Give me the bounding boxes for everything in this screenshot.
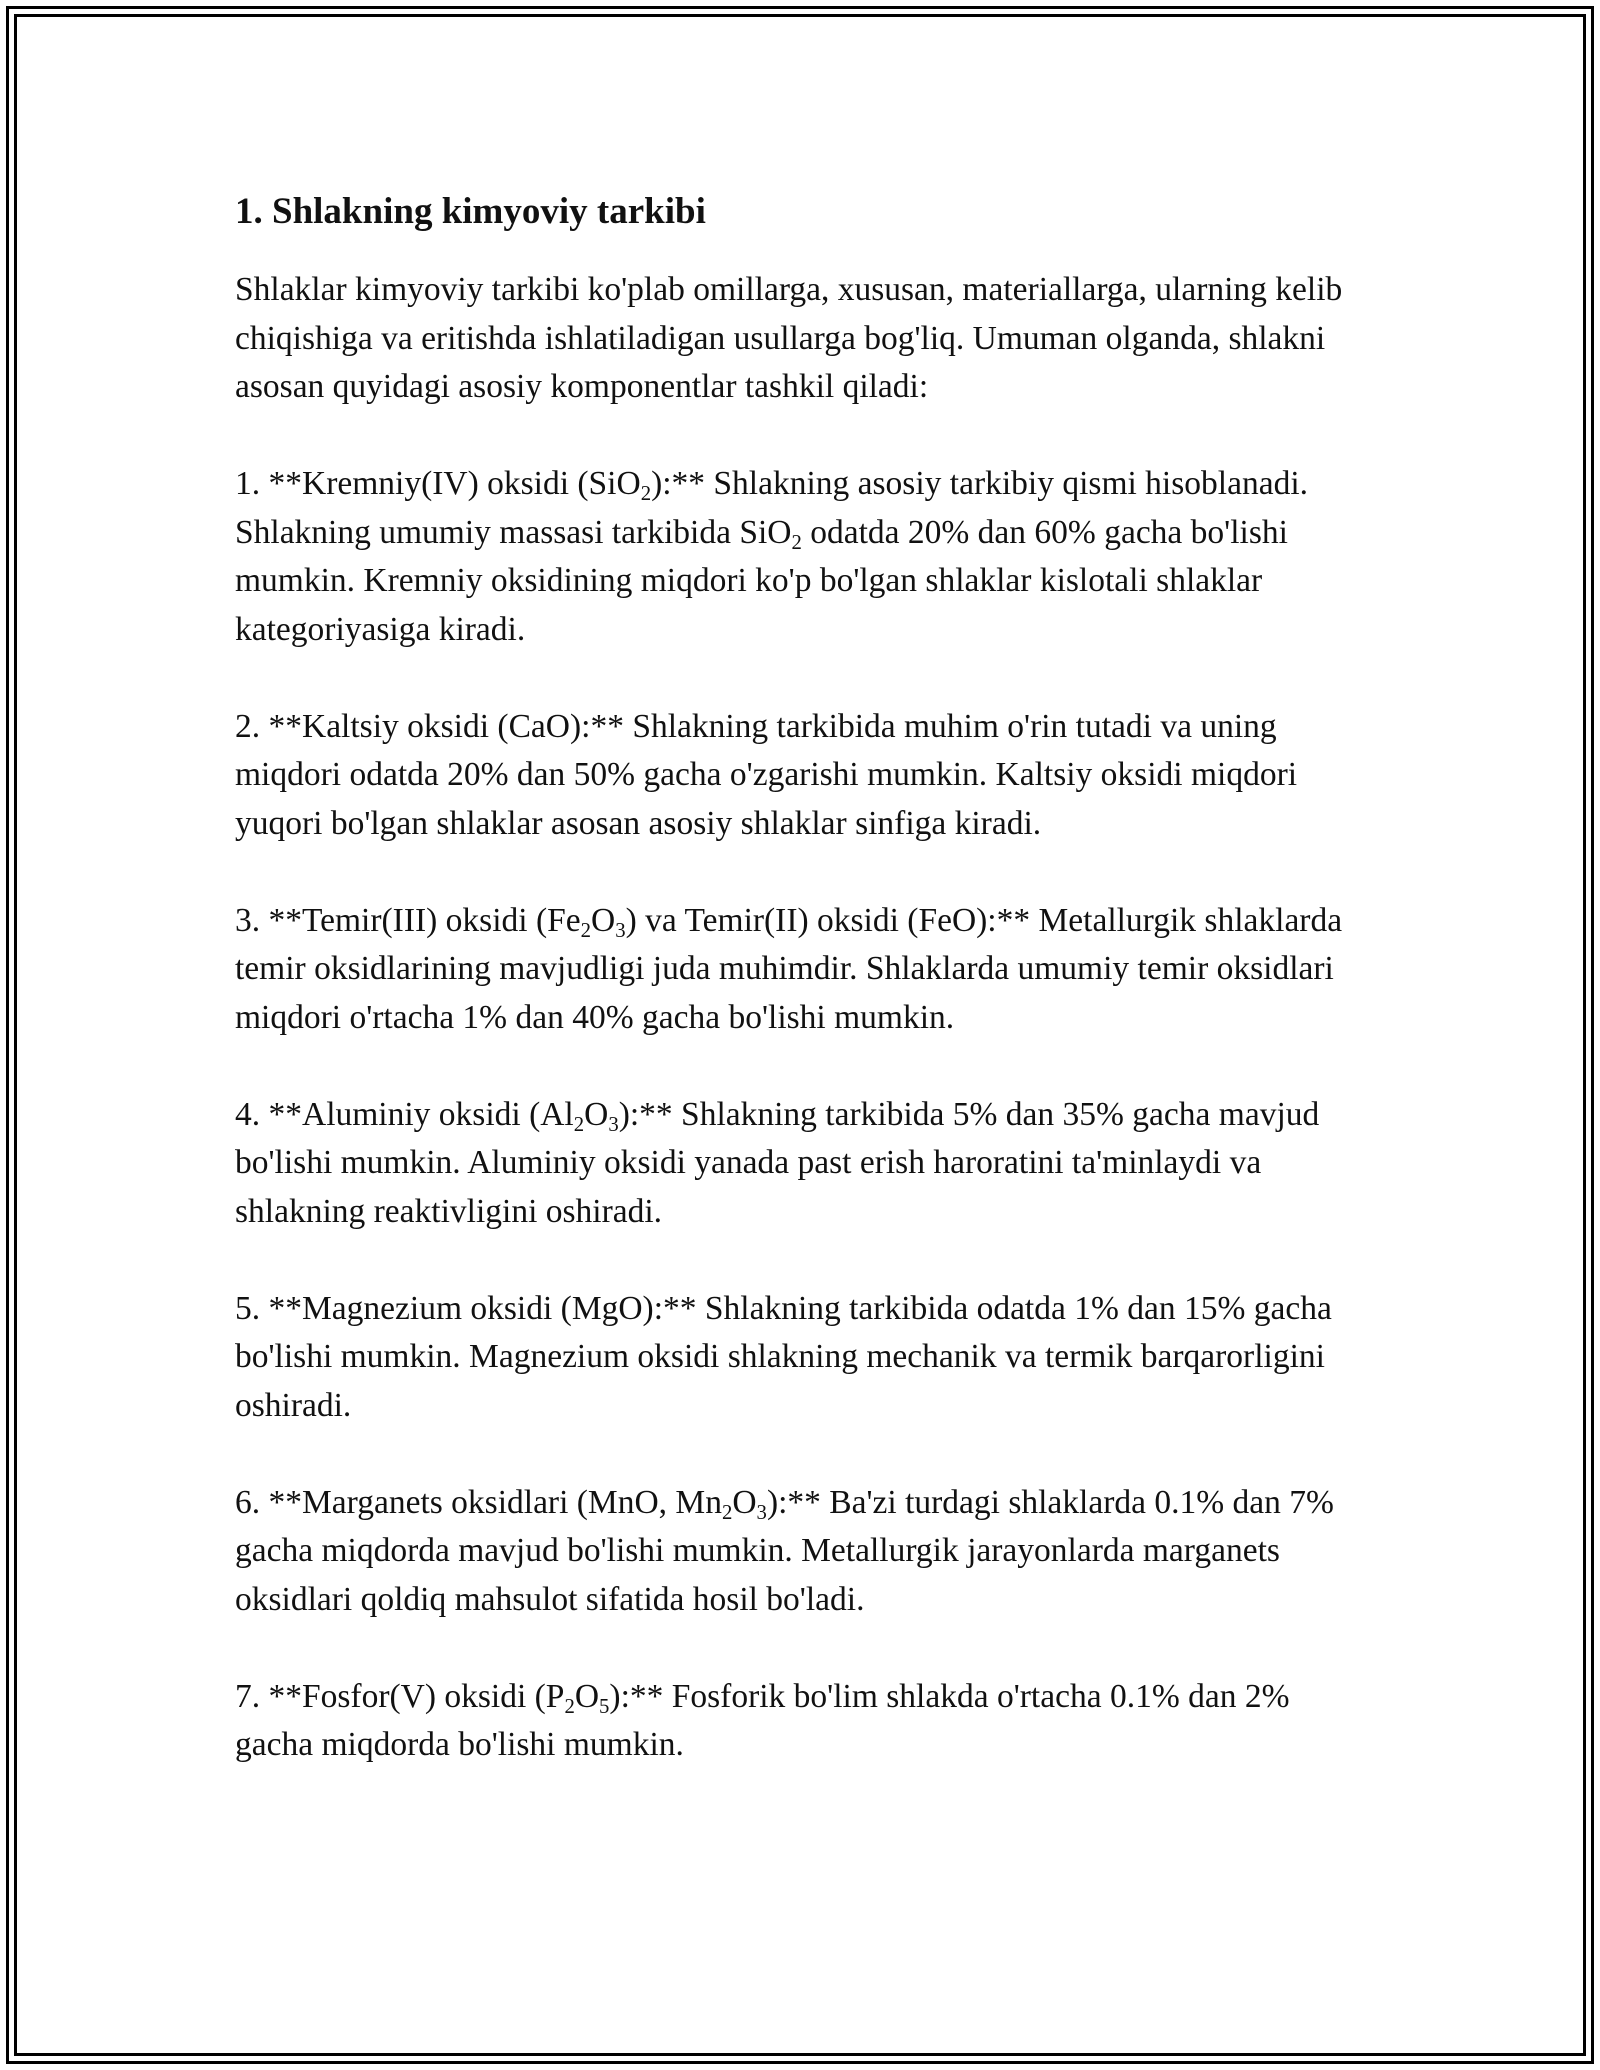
list-item-manganese-oxides: 6. **Marganets oksidlari (MnO, $Mn_2O_3):**$ Ba'zi turdagi shlaklarda 0.1% dan 7% gacha miqdorda mavjud bo'lishi mumkin. Metallurgik jarayonlarda marganets oksidlari qoldiq mahsulot sifatida hosil bo'ladi. — [235, 1483, 1334, 1618]
document-body — [235, 188, 1375, 1818]
list-item-magnesium-oxide: 5. **Magnezium oksidi (MgO):** Shlakning tarkibida odatda 1% dan 15% gacha bo'lishi mumkin. Magnezium oksidi shlakning mechanik va termik barqarorligini oshiradi. — [235, 1289, 1332, 1424]
list-item-iron-oxides: 3. **Temir(III) oksidi $(Fe_2O_3)$ va Temir(II) oksidi (FeO):** Metallurgik shlaklarda temir oksidlarining mavjudligi juda muhimdir. Shlaklarda umumiy temir oksidlari miqdori o'rtacha 1% dan 40% gacha bo'lishi mumkin. — [235, 901, 1343, 1036]
intro-paragraph: Shlaklar kimyoviy tarkibi ko'plab omillarga, xususan, materiallarga, ularning kelib chiqishiga va eritishda ishlatiladigan usullarga bog'liq. Umuman olganda, shlakni asosan quyidagi asosiy komponentlar tashkil qiladi: — [235, 271, 1343, 405]
section-heading: 1. Shlakning kimyoviy tarkibi — [235, 191, 706, 232]
list-item-silicon-oxide: 1. **Kremniy(IV) oksidi (SiO$_2$):** Shlakning asosiy tarkibiy qismi hisoblanadi. Shlakning umumiy massasi tarkibida SiO$_2$ odatda 20% dan 60% gacha bo'lishi mumkin. Kremniy oksidining miqdori ko'p bo'lgan shlaklar kislotali shlaklar kategoriyasiga kiradi. — [235, 465, 1309, 648]
list-item-calcium-oxide: 2. **Kaltsiy oksidi (CaO):** Shlakning tarkibida muhim o'rin tutadi va uning miqdori odatda 20% dan 50% gacha o'zgarishi mumkin. Kaltsiy oksidi miqdori yuqori bo'lgan shlaklar asosan asosiy shlaklar sinfiga kiradi. — [235, 707, 1298, 842]
list-item-aluminium-oxide: 4. **Aluminiy oksidi $(Al_2O_3):**$ Shlakning tarkibida 5% dan 35% gacha mavjud bo'lishi mumkin. Aluminiy oksidi yanada past erish haroratini ta'minlaydi va shlakning reaktivligini oshiradi. — [235, 1095, 1320, 1230]
list-item-phosphorus-oxide: 7. **Fosfor(V) oksidi $(P_2O_5):**$ Fosforik bo'lim shlakda o'rtacha 0.1% dan 2% gacha miqdorda bo'lishi mumkin. — [235, 1677, 1290, 1763]
